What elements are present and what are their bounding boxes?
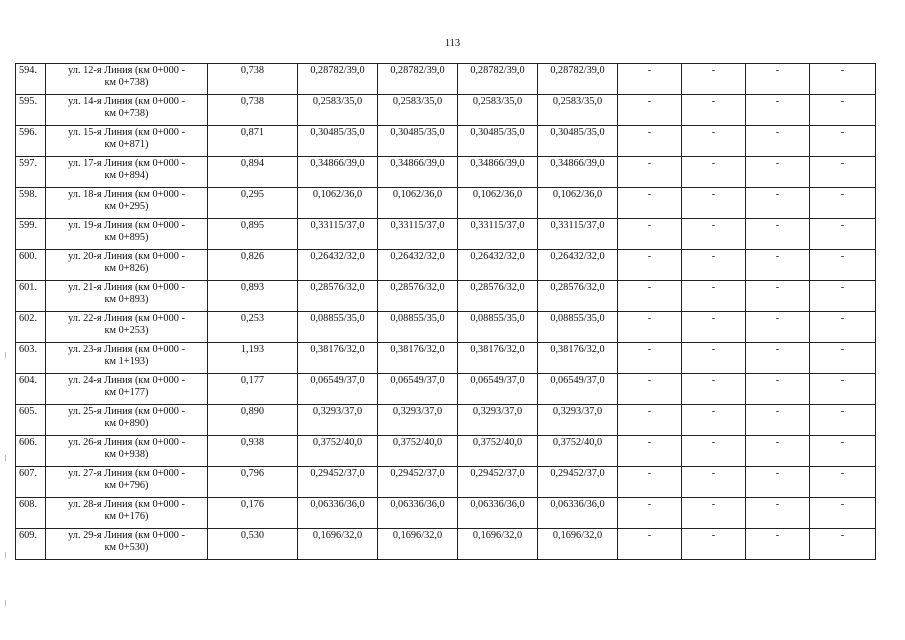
road-name-line-1: ул. 15-я Линия (км 0+000 - — [68, 127, 185, 138]
road-name-line-2: км 0+893) — [104, 294, 149, 305]
dash-cell-3: - — [746, 312, 810, 343]
dash-cell-2: - — [682, 467, 746, 498]
value-cell-2: 0,34866/39,0 — [378, 157, 458, 188]
road-name-line-1: ул. 12-я Линия (км 0+000 - — [68, 65, 185, 76]
value-cell-4: 0,28782/39,0 — [538, 64, 618, 95]
row-number: 601. — [16, 281, 46, 312]
dash-cell-2: - — [682, 126, 746, 157]
value-cell-3: 0,3293/37,0 — [458, 405, 538, 436]
dash-cell-1: - — [618, 498, 682, 529]
value-cell-4: 0,34866/39,0 — [538, 157, 618, 188]
dash-cell-4: - — [810, 374, 876, 405]
value-cell-2: 0,3752/40,0 — [378, 436, 458, 467]
road-name-line-1: ул. 23-я Линия (км 0+000 - — [68, 344, 185, 355]
table-row — [16, 498, 876, 529]
road-name-line-1: ул. 18-я Линия (км 0+000 - — [68, 189, 185, 200]
value-cell-4: 0,06549/37,0 — [538, 374, 618, 405]
value-cell-3: 0,26432/32,0 — [458, 250, 538, 281]
value-cell-1: 0,34866/39,0 — [298, 157, 378, 188]
dash-cell-1: - — [618, 436, 682, 467]
value-cell-2: 0,2583/35,0 — [378, 95, 458, 126]
dash-cell-2: - — [682, 281, 746, 312]
dash-cell-3: - — [746, 219, 810, 250]
road-name — [46, 64, 208, 95]
row-number: 594. — [16, 64, 46, 95]
table-row — [16, 529, 876, 560]
dash-cell-2: - — [682, 219, 746, 250]
dash-cell-2: - — [682, 374, 746, 405]
road-name-line-2: км 0+871) — [104, 139, 149, 150]
table-row — [16, 374, 876, 405]
road-name-line-2: км 0+176) — [104, 511, 149, 522]
value-cell-1: 0,3752/40,0 — [298, 436, 378, 467]
dash-cell-3: - — [746, 281, 810, 312]
dash-cell-1: - — [618, 219, 682, 250]
dash-cell-4: - — [810, 343, 876, 374]
dash-cell-4: - — [810, 405, 876, 436]
dash-cell-1: - — [618, 374, 682, 405]
road-name — [46, 436, 208, 467]
value-cell-3: 0,3752/40,0 — [458, 436, 538, 467]
row-number: 609. — [16, 529, 46, 560]
road-length: 0,253 — [208, 312, 298, 343]
table-body — [16, 64, 876, 560]
dash-cell-3: - — [746, 95, 810, 126]
dash-cell-2: - — [682, 250, 746, 281]
dash-cell-4: - — [810, 126, 876, 157]
dash-cell-4: - — [810, 312, 876, 343]
road-name-line-1: ул. 29-я Линия (км 0+000 - — [68, 530, 185, 541]
dash-cell-3: - — [746, 343, 810, 374]
value-cell-2: 0,28576/32,0 — [378, 281, 458, 312]
road-length: 0,938 — [208, 436, 298, 467]
value-cell-4: 0,3752/40,0 — [538, 436, 618, 467]
road-name — [46, 498, 208, 529]
value-cell-4: 0,26432/32,0 — [538, 250, 618, 281]
value-cell-3: 0,06549/37,0 — [458, 374, 538, 405]
dash-cell-3: - — [746, 188, 810, 219]
road-name — [46, 405, 208, 436]
dash-cell-2: - — [682, 95, 746, 126]
value-cell-2: 0,38176/32,0 — [378, 343, 458, 374]
road-name-line-1: ул. 19-я Линия (км 0+000 - — [68, 220, 185, 231]
dash-cell-2: - — [682, 343, 746, 374]
table-row — [16, 95, 876, 126]
dash-cell-3: - — [746, 374, 810, 405]
table-row — [16, 219, 876, 250]
road-name-line-2: км 0+530) — [104, 542, 149, 553]
dash-cell-4: - — [810, 188, 876, 219]
value-cell-1: 0,30485/35,0 — [298, 126, 378, 157]
value-cell-3: 0,33115/37,0 — [458, 219, 538, 250]
dash-cell-1: - — [618, 157, 682, 188]
value-cell-4: 0,28576/32,0 — [538, 281, 618, 312]
road-name — [46, 529, 208, 560]
value-cell-2: 0,28782/39,0 — [378, 64, 458, 95]
road-length: 0,796 — [208, 467, 298, 498]
row-number: 602. — [16, 312, 46, 343]
value-cell-1: 0,06549/37,0 — [298, 374, 378, 405]
value-cell-2: 0,1062/36,0 — [378, 188, 458, 219]
row-number: 607. — [16, 467, 46, 498]
value-cell-2: 0,08855/35,0 — [378, 312, 458, 343]
value-cell-4: 0,29452/37,0 — [538, 467, 618, 498]
road-name — [46, 219, 208, 250]
dash-cell-3: - — [746, 467, 810, 498]
scan-margin-mark — [5, 455, 6, 461]
dash-cell-3: - — [746, 250, 810, 281]
value-cell-3: 0,2583/35,0 — [458, 95, 538, 126]
road-name-line-1: ул. 21-я Линия (км 0+000 - — [68, 282, 185, 293]
road-length: 0,871 — [208, 126, 298, 157]
value-cell-1: 0,1696/32,0 — [298, 529, 378, 560]
dash-cell-2: - — [682, 498, 746, 529]
dash-cell-2: - — [682, 312, 746, 343]
value-cell-2: 0,29452/37,0 — [378, 467, 458, 498]
row-number: 597. — [16, 157, 46, 188]
table-row — [16, 281, 876, 312]
dash-cell-2: - — [682, 436, 746, 467]
value-cell-1: 0,2583/35,0 — [298, 95, 378, 126]
dash-cell-1: - — [618, 529, 682, 560]
value-cell-3: 0,06336/36,0 — [458, 498, 538, 529]
value-cell-3: 0,28576/32,0 — [458, 281, 538, 312]
table-row — [16, 250, 876, 281]
value-cell-4: 0,3293/37,0 — [538, 405, 618, 436]
dash-cell-3: - — [746, 405, 810, 436]
dash-cell-4: - — [810, 436, 876, 467]
road-name — [46, 343, 208, 374]
road-name-line-1: ул. 25-я Линия (км 0+000 - — [68, 406, 185, 417]
road-length: 0,176 — [208, 498, 298, 529]
road-name-line-2: км 1+193) — [104, 356, 149, 367]
road-length: 0,530 — [208, 529, 298, 560]
dash-cell-4: - — [810, 281, 876, 312]
road-name-line-1: ул. 22-я Линия (км 0+000 - — [68, 313, 185, 324]
dash-cell-2: - — [682, 64, 746, 95]
scan-margin-mark — [5, 600, 6, 606]
road-length: 0,894 — [208, 157, 298, 188]
dash-cell-3: - — [746, 498, 810, 529]
row-number: 604. — [16, 374, 46, 405]
value-cell-2: 0,33115/37,0 — [378, 219, 458, 250]
road-name-line-2: км 0+826) — [104, 263, 149, 274]
dash-cell-4: - — [810, 498, 876, 529]
dash-cell-2: - — [682, 405, 746, 436]
row-number: 606. — [16, 436, 46, 467]
value-cell-2: 0,06549/37,0 — [378, 374, 458, 405]
value-cell-1: 0,3293/37,0 — [298, 405, 378, 436]
road-length: 0,890 — [208, 405, 298, 436]
table-row — [16, 312, 876, 343]
row-number: 600. — [16, 250, 46, 281]
road-name-line-1: ул. 26-я Линия (км 0+000 - — [68, 437, 185, 448]
dash-cell-3: - — [746, 64, 810, 95]
road-name-line-2: км 0+938) — [104, 449, 149, 460]
value-cell-3: 0,38176/32,0 — [458, 343, 538, 374]
row-number: 599. — [16, 219, 46, 250]
value-cell-3: 0,29452/37,0 — [458, 467, 538, 498]
road-name — [46, 312, 208, 343]
road-name — [46, 95, 208, 126]
row-number: 595. — [16, 95, 46, 126]
value-cell-1: 0,28576/32,0 — [298, 281, 378, 312]
value-cell-1: 0,08855/35,0 — [298, 312, 378, 343]
table-row — [16, 64, 876, 95]
dash-cell-3: - — [746, 126, 810, 157]
value-cell-1: 0,26432/32,0 — [298, 250, 378, 281]
table-row — [16, 467, 876, 498]
value-cell-2: 0,1696/32,0 — [378, 529, 458, 560]
value-cell-3: 0,08855/35,0 — [458, 312, 538, 343]
value-cell-2: 0,26432/32,0 — [378, 250, 458, 281]
value-cell-1: 0,33115/37,0 — [298, 219, 378, 250]
value-cell-3: 0,28782/39,0 — [458, 64, 538, 95]
road-name-line-1: ул. 20-я Линия (км 0+000 - — [68, 251, 185, 262]
roads-table — [15, 63, 876, 560]
road-name-line-2: км 0+738) — [104, 108, 149, 119]
road-name-line-2: км 0+295) — [104, 201, 149, 212]
road-length: 0,893 — [208, 281, 298, 312]
road-name-line-2: км 0+890) — [104, 418, 149, 429]
value-cell-4: 0,06336/36,0 — [538, 498, 618, 529]
road-name — [46, 281, 208, 312]
dash-cell-1: - — [618, 343, 682, 374]
dash-cell-4: - — [810, 95, 876, 126]
row-number: 608. — [16, 498, 46, 529]
value-cell-3: 0,1062/36,0 — [458, 188, 538, 219]
road-length: 0,738 — [208, 95, 298, 126]
dash-cell-4: - — [810, 467, 876, 498]
value-cell-4: 0,1696/32,0 — [538, 529, 618, 560]
road-name-line-2: км 0+796) — [104, 480, 149, 491]
road-length: 1,193 — [208, 343, 298, 374]
road-length: 0,895 — [208, 219, 298, 250]
value-cell-1: 0,38176/32,0 — [298, 343, 378, 374]
road-name — [46, 188, 208, 219]
scan-margin-mark — [5, 352, 6, 358]
table-row — [16, 343, 876, 374]
road-length: 0,177 — [208, 374, 298, 405]
page-number: 113 — [444, 38, 461, 49]
row-number: 605. — [16, 405, 46, 436]
row-number: 598. — [16, 188, 46, 219]
dash-cell-1: - — [618, 64, 682, 95]
value-cell-1: 0,06336/36,0 — [298, 498, 378, 529]
road-length: 0,295 — [208, 188, 298, 219]
value-cell-4: 0,30485/35,0 — [538, 126, 618, 157]
dash-cell-1: - — [618, 312, 682, 343]
value-cell-2: 0,30485/35,0 — [378, 126, 458, 157]
road-name — [46, 467, 208, 498]
road-name-line-1: ул. 27-я Линия (км 0+000 - — [68, 468, 185, 479]
dash-cell-4: - — [810, 529, 876, 560]
dash-cell-3: - — [746, 529, 810, 560]
table-row — [16, 436, 876, 467]
road-name — [46, 374, 208, 405]
table-row — [16, 188, 876, 219]
road-length: 0,826 — [208, 250, 298, 281]
road-name-line-1: ул. 28-я Линия (км 0+000 - — [68, 499, 185, 510]
road-name-line-1: ул. 17-я Линия (км 0+000 - — [68, 158, 185, 169]
road-name — [46, 126, 208, 157]
value-cell-4: 0,38176/32,0 — [538, 343, 618, 374]
value-cell-2: 0,06336/36,0 — [378, 498, 458, 529]
dash-cell-4: - — [810, 157, 876, 188]
value-cell-1: 0,29452/37,0 — [298, 467, 378, 498]
value-cell-4: 0,08855/35,0 — [538, 312, 618, 343]
scan-margin-mark — [5, 552, 6, 558]
value-cell-4: 0,1062/36,0 — [538, 188, 618, 219]
value-cell-3: 0,34866/39,0 — [458, 157, 538, 188]
table-row — [16, 157, 876, 188]
road-name-line-1: ул. 14-я Линия (км 0+000 - — [68, 96, 185, 107]
dash-cell-1: - — [618, 281, 682, 312]
row-number: 596. — [16, 126, 46, 157]
dash-cell-2: - — [682, 188, 746, 219]
dash-cell-4: - — [810, 219, 876, 250]
value-cell-4: 0,33115/37,0 — [538, 219, 618, 250]
value-cell-2: 0,3293/37,0 — [378, 405, 458, 436]
road-name-line-2: км 0+738) — [104, 77, 149, 88]
dash-cell-3: - — [746, 157, 810, 188]
value-cell-1: 0,28782/39,0 — [298, 64, 378, 95]
road-name-line-1: ул. 24-я Линия (км 0+000 - — [68, 375, 185, 386]
row-number: 603. — [16, 343, 46, 374]
dash-cell-4: - — [810, 64, 876, 95]
value-cell-3: 0,30485/35,0 — [458, 126, 538, 157]
value-cell-3: 0,1696/32,0 — [458, 529, 538, 560]
dash-cell-1: - — [618, 467, 682, 498]
table-row — [16, 126, 876, 157]
value-cell-1: 0,1062/36,0 — [298, 188, 378, 219]
value-cell-4: 0,2583/35,0 — [538, 95, 618, 126]
road-name-line-2: км 0+177) — [104, 387, 149, 398]
dash-cell-4: - — [810, 250, 876, 281]
road-name-line-2: км 0+253) — [104, 325, 149, 336]
dash-cell-3: - — [746, 436, 810, 467]
dash-cell-1: - — [618, 95, 682, 126]
road-name — [46, 250, 208, 281]
dash-cell-1: - — [618, 188, 682, 219]
road-length: 0,738 — [208, 64, 298, 95]
table-row — [16, 405, 876, 436]
dash-cell-1: - — [618, 250, 682, 281]
dash-cell-1: - — [618, 405, 682, 436]
dash-cell-1: - — [618, 126, 682, 157]
dash-cell-2: - — [682, 529, 746, 560]
road-name-line-2: км 0+894) — [104, 170, 149, 181]
road-name — [46, 157, 208, 188]
dash-cell-2: - — [682, 157, 746, 188]
road-name-line-2: км 0+895) — [104, 232, 149, 243]
